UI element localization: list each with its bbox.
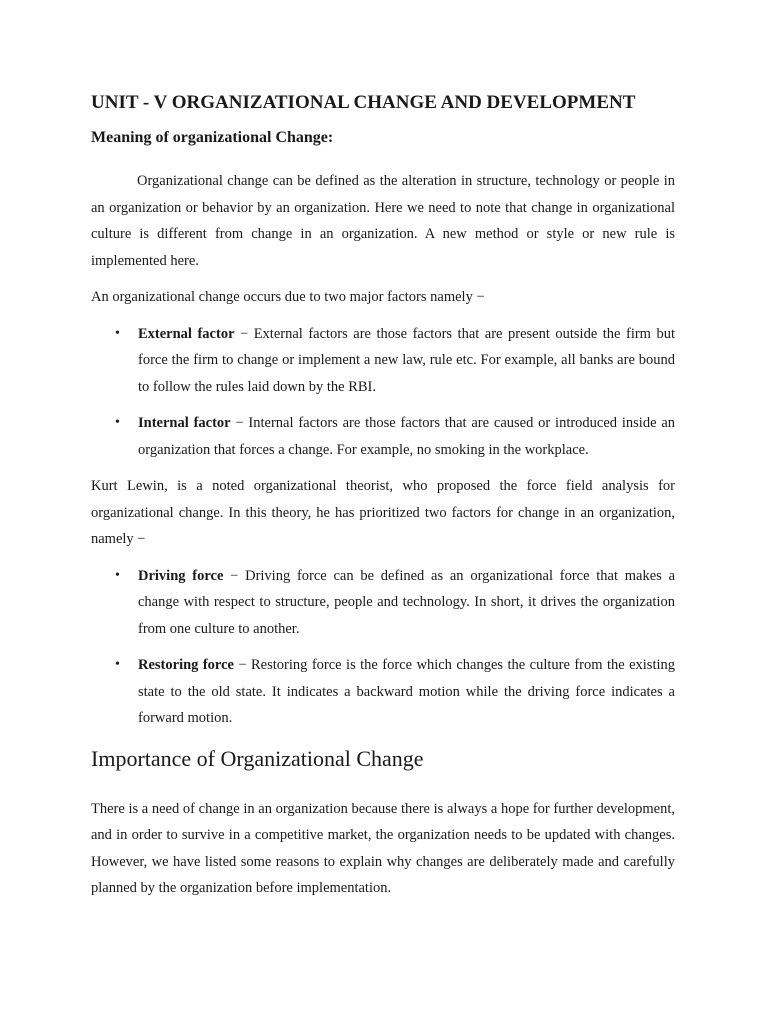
lewin-paragraph: Kurt Lewin, is a noted organizational theorist, who proposed the force field analysis for organizational change. In this theory, he has prioritized two factors for change in an organization, namely − — [91, 478, 675, 547]
factor-term: External factor — [138, 325, 235, 342]
factors-intro: An organizational change occurs due to two major factors namely − — [91, 289, 485, 305]
importance-heading: Importance of Organizational Change — [91, 745, 424, 771]
force-term: Driving force — [138, 567, 224, 584]
factor-text: − Internal factors are those factors that are caused or introduced inside an organization that forces a change. For example, no smoking in the workplace. — [138, 415, 676, 458]
factor-text: − External factors are those factors that are present outside the firm but force the firm to change or implement a new law, rule etc. For example, all banks are bound to follow the rules laid down by the RBI. — [138, 325, 675, 395]
forces-list — [91, 563, 675, 732]
meaning-heading: Meaning of organizational Change: — [91, 129, 334, 146]
document-title: UNIT - V ORGANIZATIONAL CHANGE AND DEVELOPMENT — [91, 92, 636, 113]
bullet-icon: • — [115, 415, 120, 430]
force-text: − Driving force can be defined as an organizational force that makes a change with respect to structure, people and technology. In short, it drives the organization from one culture to another. — [138, 567, 676, 637]
factor-term: Internal factor — [138, 415, 231, 431]
bullet-icon: • — [115, 657, 120, 672]
bullet-icon: • — [115, 567, 120, 583]
list-item — [91, 321, 675, 401]
factors-list — [91, 321, 675, 464]
list-item — [91, 563, 675, 643]
force-text: − Restoring force is the force which changes the culture from the existing state to the old state. It indicates a backward motion while the driving force indicates a forward motion. — [138, 657, 676, 726]
importance-paragraph: There is a need of change in an organization because there is always a hope for further development, and in order to survive in a competitive market, the organization needs to be updated with changes. However, we have listed some reasons to explain why changes are deliberately made and carefully planned by the organization before implementation. — [91, 800, 675, 896]
meaning-paragraph: Organizational change can be defined as the alteration in structure, technology or people in an organization or behavior by an organization. Here we need to note that change in organizational culture is different from change in an organization. A new method or style or new rule is implemented here. — [91, 173, 675, 269]
document-body — [91, 92, 675, 912]
list-item — [91, 652, 675, 732]
bullet-icon: • — [115, 325, 120, 341]
list-item — [91, 410, 675, 463]
force-term: Restoring force — [138, 657, 234, 673]
